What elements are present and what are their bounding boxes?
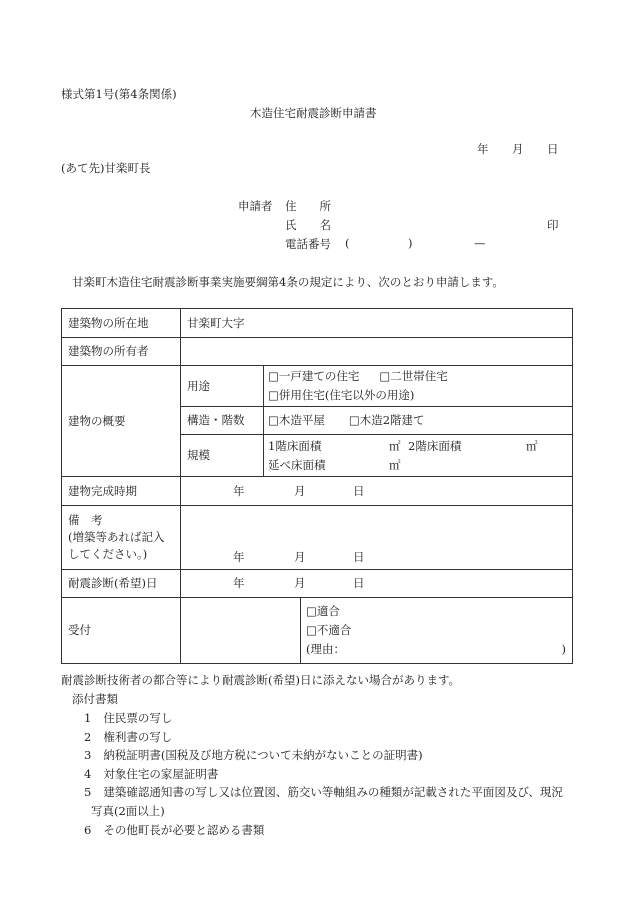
- row-location: [62, 309, 573, 338]
- reception-stamp-field[interactable]: [181, 598, 301, 664]
- name-label: 氏 名: [285, 218, 331, 232]
- floor2-unit: ㎡: [526, 438, 538, 453]
- form-number: 様式第1号(第4条関係): [61, 87, 177, 101]
- completion-month: 月: [294, 484, 306, 498]
- overview-label: 建物の概要: [62, 366, 181, 477]
- phone-close-paren: ): [408, 236, 413, 250]
- remarks-note-line1: (増築等あれば記入: [68, 530, 165, 544]
- address-label: 住 所: [285, 199, 331, 213]
- attachments-heading: 添付書類: [72, 692, 118, 706]
- location-label: 建築物の所在地: [62, 309, 181, 338]
- reception-label: 受付: [62, 598, 181, 664]
- usage-mixed-checkbox[interactable]: □併用住宅(住宅以外の用途): [268, 388, 415, 402]
- completion-year: 年: [233, 484, 245, 498]
- schedule-note: 耐震診断技術者の都合等により耐震診断(希望)日に添えない場合があります。: [61, 673, 461, 687]
- document-title: 木造住宅耐震診断申請書: [250, 106, 377, 120]
- addressee: (あて先)甘楽町長: [61, 161, 151, 175]
- desired-date-label: 耐震診断(希望)日: [62, 570, 181, 598]
- reason-close: ): [561, 642, 566, 656]
- row-usage: [62, 366, 573, 407]
- list-item: 5 建築確認通知書の写し又は位置図、筋交い等軸組みの種類が記載された平面図及び、現況: [84, 785, 563, 799]
- remarks-date[interactable]: [181, 506, 573, 570]
- scale-fields: [264, 435, 573, 477]
- desired-year: 年: [233, 576, 245, 590]
- completion-day: 日: [353, 484, 365, 498]
- result-ng-checkbox[interactable]: □不適合: [306, 623, 352, 637]
- application-table: [61, 308, 573, 664]
- desired-day: 日: [353, 576, 365, 590]
- row-remarks: [62, 506, 573, 570]
- usage-label: 用途: [181, 366, 264, 407]
- date-day: 日: [547, 142, 559, 156]
- owner-label: 建築物の所有者: [62, 338, 181, 366]
- list-item: 3 納税証明書(国税及び地方税について未納がないことの証明書): [84, 748, 423, 762]
- remarks-title: 備 考: [68, 513, 103, 527]
- floor2-label: 2階床面積: [408, 438, 462, 453]
- owner-field[interactable]: [181, 338, 573, 366]
- remarks-label: [62, 506, 181, 570]
- desired-month: 月: [294, 576, 306, 590]
- floor1-unit: ㎡: [389, 438, 401, 453]
- phone-open-paren: (: [345, 236, 350, 250]
- applicant-label: 申請者: [238, 199, 273, 213]
- structure-onestory-checkbox[interactable]: □木造平屋: [268, 413, 325, 427]
- row-reception: [62, 598, 573, 664]
- structure-twostory-checkbox[interactable]: □木造2階建て: [348, 413, 425, 427]
- list-item: 2 権利書の写し: [84, 730, 173, 744]
- location-value[interactable]: 甘楽町大字: [181, 309, 573, 338]
- row-desired-date: [62, 570, 573, 598]
- list-item: 1 住民票の写し: [84, 711, 173, 725]
- list-item: 4 対象住宅の家屋証明書: [84, 767, 219, 781]
- usage-options: [264, 366, 573, 407]
- seal-mark: 印: [547, 218, 559, 232]
- reason-open: (理由：: [306, 642, 345, 656]
- remarks-day: 日: [353, 550, 365, 564]
- list-item: 6 その他町長が必要と認める書類: [84, 823, 265, 837]
- desired-date[interactable]: [181, 570, 573, 598]
- usage-two-household-checkbox[interactable]: □二世帯住宅: [379, 369, 448, 383]
- floor1-label: 1階床面積: [268, 438, 322, 453]
- phone-dash: —: [474, 236, 486, 250]
- completion-date[interactable]: [181, 477, 573, 506]
- remarks-month: 月: [294, 550, 306, 564]
- remarks-note-line2: してください。): [68, 547, 148, 561]
- phone-label: 電話番号: [285, 237, 331, 251]
- usage-detached-checkbox[interactable]: □一戸建ての住宅: [268, 369, 360, 383]
- list-item: 写真(2面以上): [91, 804, 165, 818]
- structure-label: 構造・階数: [181, 407, 264, 435]
- row-owner: [62, 338, 573, 366]
- remarks-year: 年: [233, 550, 245, 564]
- date-month: 月: [512, 142, 524, 156]
- structure-options: [264, 407, 573, 435]
- result-ok-checkbox[interactable]: □適合: [306, 604, 340, 618]
- completion-label: 建物完成時期: [62, 477, 181, 506]
- total-floor-label: 延べ床面積: [268, 457, 326, 472]
- scale-label: 規模: [181, 435, 264, 477]
- date-year: 年: [477, 142, 489, 156]
- row-completion: [62, 477, 573, 506]
- intro-text: 甘楽町木造住宅耐震診断事業実施要綱第4条の規定により、次のとおり申請します。: [72, 275, 504, 289]
- total-floor-unit: ㎡: [389, 457, 401, 472]
- reception-result: [301, 598, 573, 664]
